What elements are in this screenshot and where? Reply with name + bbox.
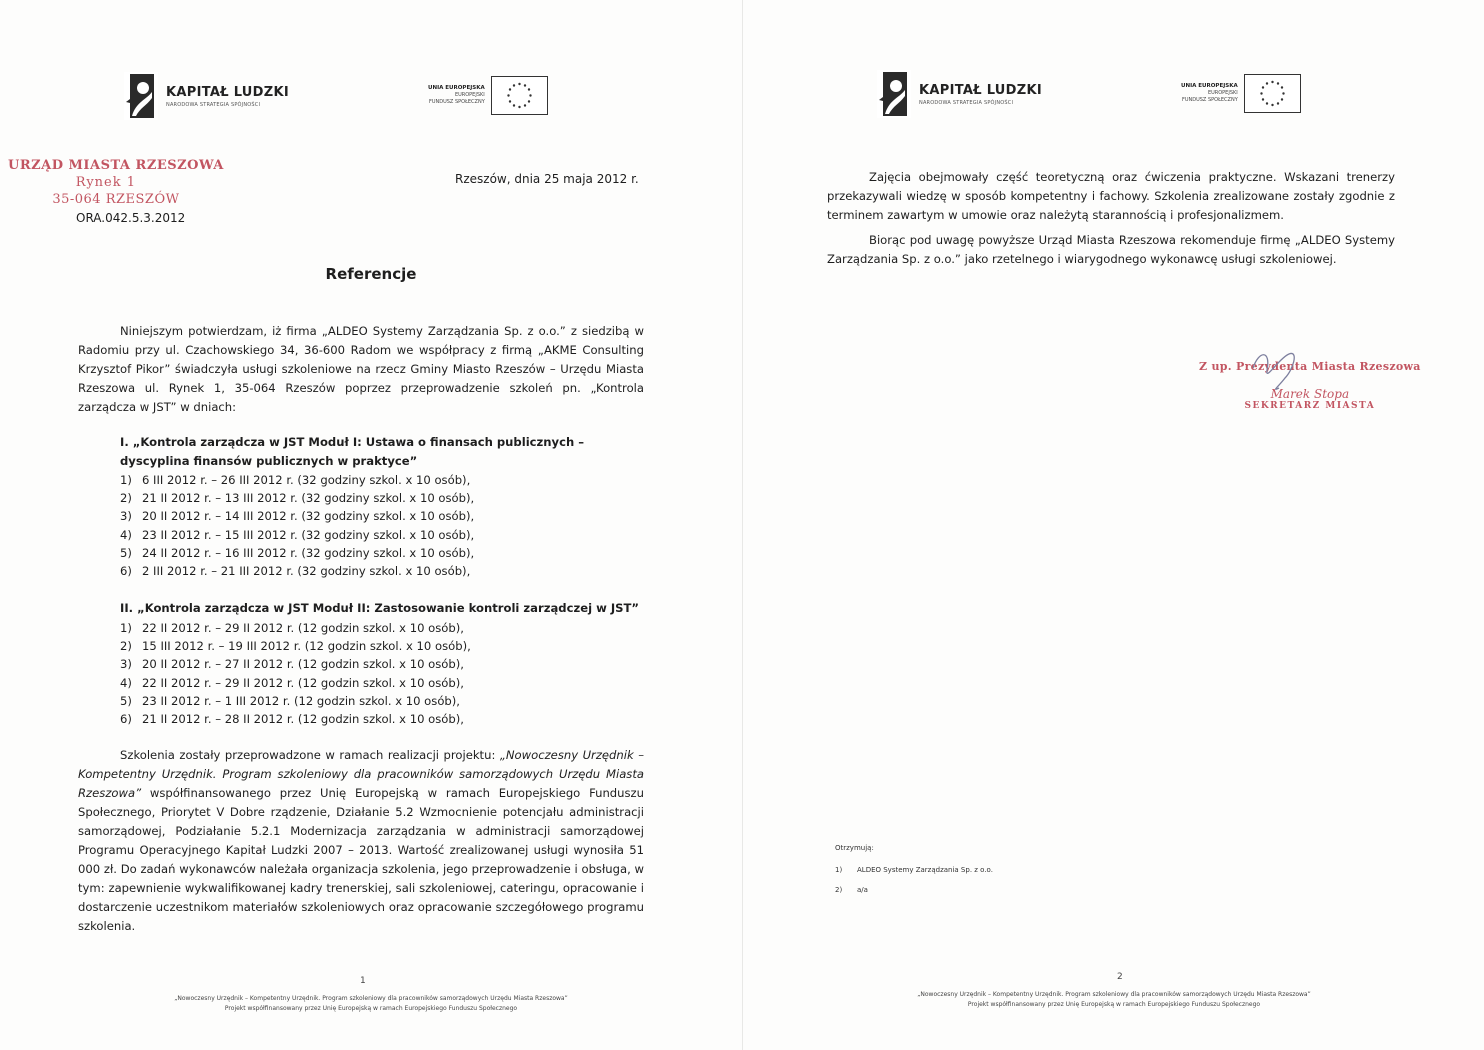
list-item: 6) 2 III 2012 r. – 21 III 2012 r. (32 godziny szkol. x 10 osób), bbox=[120, 564, 471, 579]
closing-text-1: Szkolenia zostały przeprowadzone w ramach realizacji projektu: bbox=[120, 748, 500, 762]
project-name: „Nowoczesny Urzędnik – Kompetentny Urzędnik. Program szkoleniowy dla pracowników samorządowych Urzędu Miasta Rzeszowa” bbox=[78, 748, 644, 800]
stamp-line2: Rynek 1 bbox=[75, 175, 137, 190]
p2-para2-text: Biorąc pod uwagę powyższe Urząd Miasta Rzeszowa rekomenduje firmę „ALDEO Systemy Zarządzania Sp. z o.o.” jako rzetelnego i wiarygodnego wykonawcę usługi szkoleniowej. bbox=[827, 233, 1395, 266]
closing-text-2: współfinansowanego przez Unię Europejską w ramach Europejskiego Funduszu Społecznego, Priorytet V Dobre rządzenie, Działanie 5.2 Wzmocnienie potencjału administracji samorządowej, Podziałanie 5.2.1 Modernizacja zarządzania w administracji samorządowej Programu Operacyjnego Kapitał Ludzki 2007 – 2013. Wartość zrealizowanej usługi wynosiła 51 000 zł. Do zadań wykonawców należała organizacja szkolenia, jego przeprowadzenie i obsługa, w tym: zapewnienie wykwalifikowanej kadry trenerskiej, sali szkoleniowej, cateringu, opracowanie i dostarczenie uczestnikom materiałów szkoleniowych oraz opracowanie szczegółowego programu szkolenia. bbox=[78, 786, 644, 933]
signature-stamp bbox=[1199, 360, 1421, 411]
list-item: 4) 23 II 2012 r. – 15 III 2012 r. (32 godziny szkol. x 10 osób), bbox=[120, 527, 475, 542]
intro-text: Niniejszym potwierdzam, iż firma „ALDEO Systemy Zarządzania Sp. z o.o.” z siedzibą w Radomiu przy ul. Czachowskiego 34, 36-600 Radom we współpracy z firmą „AKME Consulting Krzysztof Pikor” świadczyła usługi szkoleniowe na rzecz Gminy Miasto Rzeszów – Urzędu Miasta Rzeszowa ul. Rynek 1, 35-064 Rzeszów poprzez przeprowadzenie szkoleń pn. „Kontrola zarządcza w JST” w dniach: bbox=[78, 324, 644, 414]
signature-line3: SEKRETARZ MIASTA bbox=[1244, 401, 1376, 411]
intro-paragraph bbox=[78, 322, 644, 417]
eu-title: UNIA EUROPEJSKA bbox=[428, 85, 485, 91]
page-number: 2 bbox=[1117, 972, 1123, 982]
eu-line3: FUNDUSZ SPOŁECZNY bbox=[1181, 97, 1238, 103]
list-item: 2) a/a bbox=[835, 886, 868, 894]
p2-para1-text: Zajęcia obejmowały część teoretyczną oraz ćwiczenia praktyczne. Wskazani trenerzy przekazywali wiedzę w sposób kompetentny i fachowy. Szkolenia zrealizowane zostały zgodnie z terminem zawartym w umowie oraz należytą starannością i profesjonalizmem. bbox=[827, 170, 1395, 222]
kl-title: KAPITAŁ LUDZKI bbox=[919, 82, 1042, 98]
list-item: 3) 20 II 2012 r. – 27 II 2012 r. (12 godzin szkol. x 10 osób), bbox=[120, 657, 464, 672]
kl-subtitle: NARODOWA STRATEGIA SPÓJNOŚCI bbox=[166, 101, 261, 108]
kl-title: KAPITAŁ LUDZKI bbox=[166, 84, 289, 100]
reference-number: ORA.042.5.3.2012 bbox=[76, 211, 186, 225]
kapital-ludzki-emblem-icon bbox=[124, 72, 158, 120]
kapital-ludzki-logo bbox=[124, 72, 289, 120]
page-number: 1 bbox=[360, 976, 366, 986]
page-footer bbox=[0, 994, 742, 1014]
list-item: 1) ALDEO Systemy Zarządzania Sp. z o.o. bbox=[835, 866, 993, 874]
eu-title: UNIA EUROPEJSKA bbox=[1181, 83, 1238, 89]
list-item: 1) 6 III 2012 r. – 26 III 2012 r. (32 godziny szkol. x 10 osób), bbox=[120, 473, 471, 487]
document-title: Referencje bbox=[325, 265, 417, 283]
footer-line2: Projekt współfinansowany przez Unię Europejską w ramach Europejskiego Funduszu Społecznego bbox=[967, 1001, 1261, 1008]
eu-flag-icon bbox=[491, 76, 548, 115]
closing-paragraph bbox=[78, 746, 644, 936]
office-stamp bbox=[8, 157, 224, 208]
list-item: 3) 20 II 2012 r. – 14 III 2012 r. (32 godziny szkol. x 10 osób), bbox=[120, 509, 475, 524]
date-line: Rzeszów, dnia 25 maja 2012 r. bbox=[455, 172, 639, 186]
section1-title: I. „Kontrola zarządcza w JST Moduł I: Ustawa o finansach publicznych – dyscyplina finansów publicznych w praktyce” bbox=[120, 435, 585, 468]
stamp-line1: URZĄD MIASTA RZESZOWA bbox=[8, 158, 224, 173]
eu-logo bbox=[1181, 74, 1301, 113]
p2-paragraph-1 bbox=[827, 168, 1395, 225]
footer-line1: „Nowoczesny Urzędnik – Kompetentny Urzędnik. Program szkoleniowy dla pracowników samorządowych Urzędu Miasta Rzeszowa” bbox=[917, 991, 1311, 998]
eu-line2: EUROPEJSKI bbox=[454, 92, 485, 98]
eu-flag-icon bbox=[1244, 74, 1301, 113]
stamp-line3: 35-064 RZESZÓW bbox=[52, 192, 180, 207]
list-item: 6) 21 II 2012 r. – 28 II 2012 r. (12 godzin szkol. x 10 osób), bbox=[120, 712, 464, 727]
page-footer bbox=[743, 990, 1484, 1010]
eu-logo bbox=[428, 76, 548, 115]
signature-line1: Z up. Prezydenta Miasta Rzeszowa bbox=[1199, 360, 1421, 373]
list-item: 5) 24 II 2012 r. – 16 III 2012 r. (32 godziny szkol. x 10 osób), bbox=[120, 545, 475, 560]
page-2 bbox=[742, 0, 1484, 1050]
kapital-ludzki-logo bbox=[877, 70, 1042, 118]
list-item: 2) 21 II 2012 r. – 13 III 2012 r. (32 godziny szkol. x 10 osób), bbox=[120, 491, 475, 506]
signature-line2: Marek Stopa bbox=[1270, 387, 1350, 401]
recipients-label: Otrzymują: bbox=[835, 844, 874, 852]
section1-list bbox=[120, 471, 474, 580]
section2-title: II. „Kontrola zarządcza w JST Moduł II: Zastosowanie kontroli zarządczej w JST” bbox=[120, 601, 640, 615]
kapital-ludzki-emblem-icon bbox=[877, 70, 911, 118]
list-item: 1) 22 II 2012 r. – 29 II 2012 r. (12 godzin szkol. x 10 osób), bbox=[120, 621, 464, 635]
eu-line2: EUROPEJSKI bbox=[1207, 90, 1238, 96]
kl-subtitle: NARODOWA STRATEGIA SPÓJNOŚCI bbox=[919, 99, 1014, 106]
list-item: 5) 23 II 2012 r. – 1 III 2012 r. (12 godzin szkol. x 10 osób), bbox=[120, 693, 460, 708]
list-item: 2) 15 III 2012 r. – 19 III 2012 r. (12 godzin szkol. x 10 osób), bbox=[120, 639, 471, 654]
footer-line1: „Nowoczesny Urzędnik – Kompetentny Urzędnik. Program szkoleniowy dla pracowników samorządowych Urzędu Miasta Rzeszowa” bbox=[174, 995, 568, 1002]
eu-line3: FUNDUSZ SPOŁECZNY bbox=[428, 99, 485, 105]
recipients-block bbox=[835, 844, 993, 906]
footer-line2: Projekt współfinansowany przez Unię Europejską w ramach Europejskiego Funduszu Społecznego bbox=[224, 1005, 518, 1012]
list-item: 4) 22 II 2012 r. – 29 II 2012 r. (12 godzin szkol. x 10 osób), bbox=[120, 675, 464, 690]
section2-list bbox=[120, 619, 471, 728]
handwritten-signature-icon bbox=[1249, 348, 1309, 394]
p2-paragraph-2 bbox=[827, 231, 1395, 269]
